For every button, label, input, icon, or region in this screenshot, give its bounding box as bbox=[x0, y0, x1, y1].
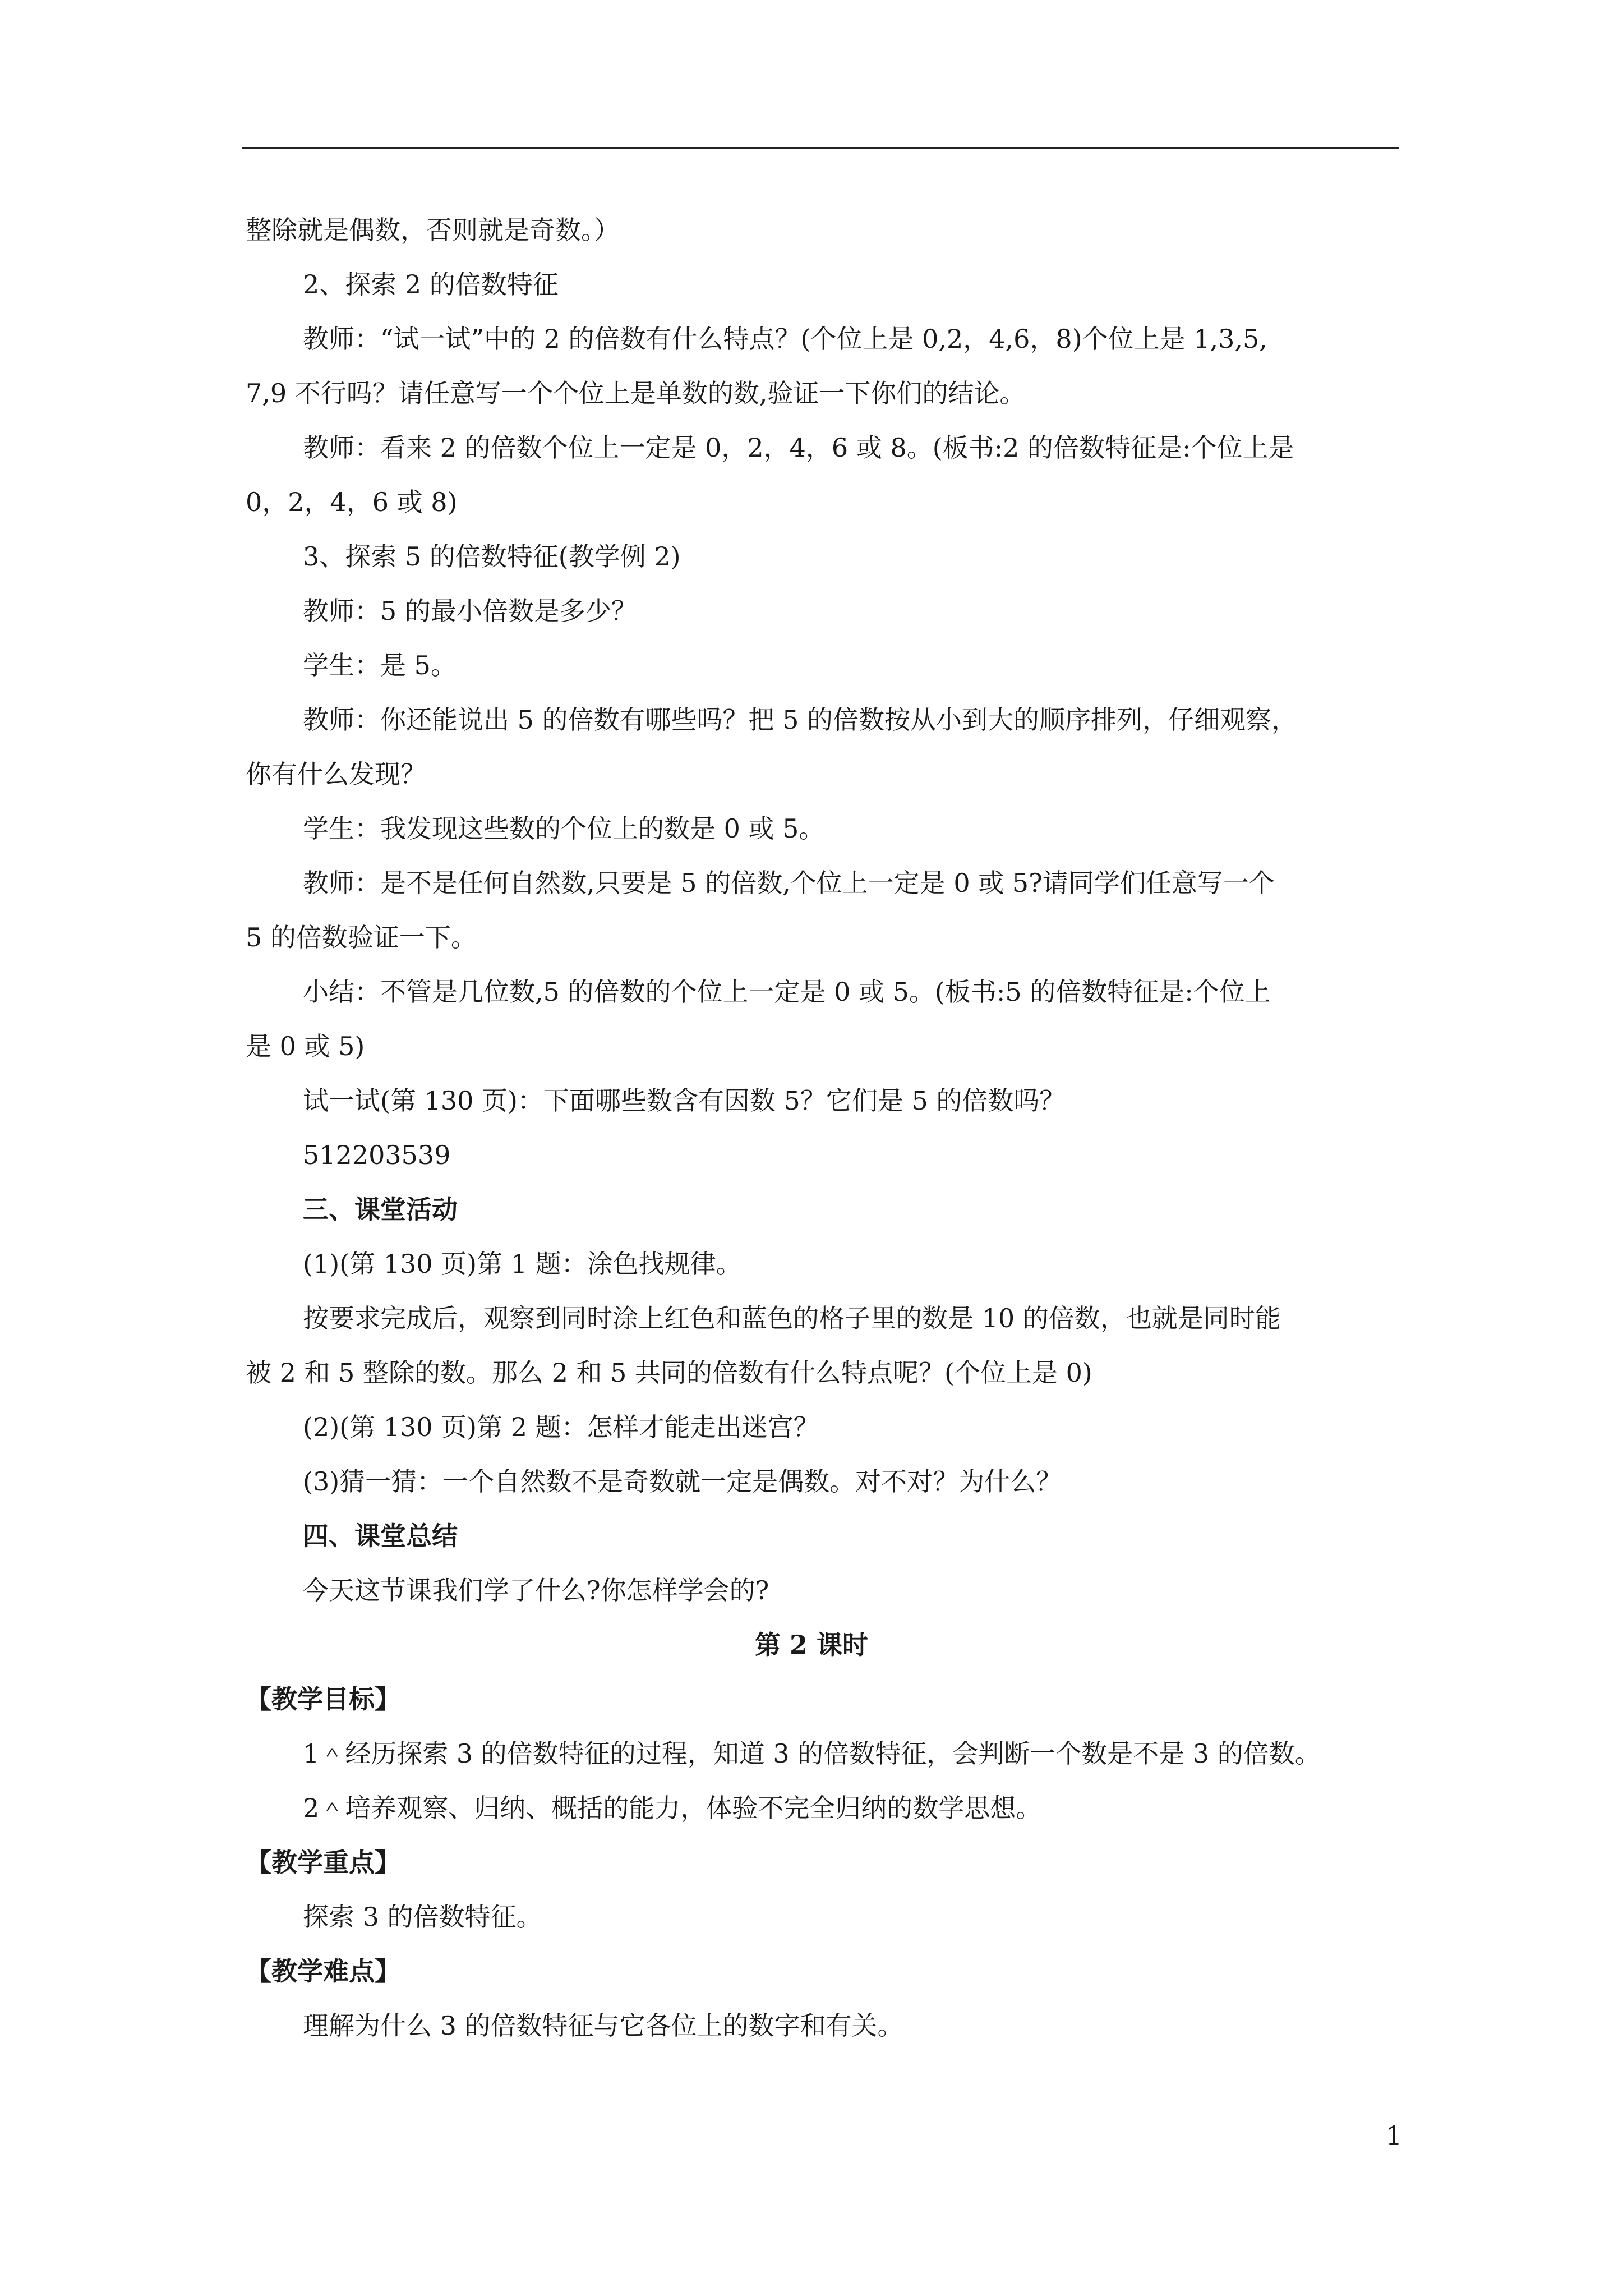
text-line: 教师：是不是任何自然数,只要是 5 的倍数,个位上一定是 0 或 5?请同学们任意写一个 bbox=[303, 868, 1275, 898]
text-line: 理解为什么 3 的倍数特征与它各位上的数字和有关。 bbox=[303, 2010, 903, 2041]
section-heading-bold: 四、课堂总结 bbox=[303, 1521, 458, 1551]
section-heading: 3、探索 5 的倍数特征(教学例 2) bbox=[303, 541, 681, 572]
lesson-title: 第 2 课时 bbox=[754, 1630, 869, 1660]
text-line: 2＾培养观察、归纳、概括的能力，体验不完全归纳的数学思想。 bbox=[303, 1793, 1042, 1823]
text-line: 小结：不管是几位数,5 的倍数的个位上一定是 0 或 5。(板书:5 的倍数特征是:个位上 bbox=[303, 977, 1271, 1007]
text-line: 你有什么发现？ bbox=[246, 759, 426, 789]
text-line: 教师：“试一试”中的 2 的倍数有什么特点？(个位上是 0,2，4,6，8)个位上是 1,3,5, bbox=[303, 324, 1267, 354]
text-line: 0，2，4，6 或 8) bbox=[246, 487, 458, 517]
text-line: 今天这节课我们学了什么?你怎样学会的? bbox=[303, 1575, 769, 1605]
text-line: 1＾经历探索 3 的倍数特征的过程，知道 3 的倍数特征，会判断一个数是不是 3 的倍数。 bbox=[303, 1738, 1321, 1769]
text-line: (3)猜一猜：一个自然数不是奇数就一定是偶数。对不对？为什么？ bbox=[303, 1466, 1062, 1497]
text-line: 整除就是偶数，否则就是奇数。） bbox=[246, 215, 620, 245]
text-line: 512203539 bbox=[303, 1140, 451, 1170]
bracket-heading: 【教学目标】 bbox=[246, 1684, 400, 1714]
bracket-heading: 【教学重点】 bbox=[246, 1847, 400, 1878]
text-line: 5 的倍数验证一下。 bbox=[246, 922, 477, 953]
section-heading-bold: 三、课堂活动 bbox=[303, 1194, 458, 1225]
text-line: 教师：你还能说出 5 的倍数有哪些吗？把 5 的倍数按从小到大的顺序排列，仔细观察， bbox=[303, 705, 1298, 735]
text-line: 学生：是 5。 bbox=[303, 650, 457, 680]
text-line: 学生：我发现这些数的个位上的数是 0 或 5。 bbox=[303, 813, 825, 844]
text-line: 探索 3 的倍数特征。 bbox=[303, 1902, 542, 1932]
header-rule bbox=[242, 147, 1399, 149]
text-line: (2)(第 130 页)第 2 题：怎样才能走出迷宫？ bbox=[303, 1412, 819, 1442]
bracket-heading: 【教学难点】 bbox=[246, 1956, 400, 1986]
text-line: 是 0 或 5) bbox=[246, 1031, 365, 1061]
text-line: 试一试(第 130 页)：下面哪些数含有因数 5？它们是 5 的倍数吗？ bbox=[303, 1085, 1066, 1116]
text-line: 7,9 不行吗？请任意写一个个位上是单数的数,验证一下你们的结论。 bbox=[246, 378, 1026, 408]
text-line: 教师：看来 2 的倍数个位上一定是 0，2，4，6 或 8。(板书:2 的倍数特征是:个位上是 bbox=[303, 432, 1294, 463]
text-line: 教师：5 的最小倍数是多少？ bbox=[303, 596, 637, 626]
text-line: 被 2 和 5 整除的数。那么 2 和 5 共同的倍数有什么特点呢？(个位上是 0) bbox=[246, 1358, 1092, 1388]
section-heading: 2、探索 2 的倍数特征 bbox=[303, 269, 559, 300]
text-line: (1)(第 130 页)第 1 题：涂色找规律。 bbox=[303, 1249, 742, 1279]
page-number: 1 bbox=[1385, 2120, 1402, 2151]
text-line: 按要求完成后，观察到同时涂上红色和蓝色的格子里的数是 10 的倍数，也就是同时能 bbox=[303, 1303, 1281, 1333]
